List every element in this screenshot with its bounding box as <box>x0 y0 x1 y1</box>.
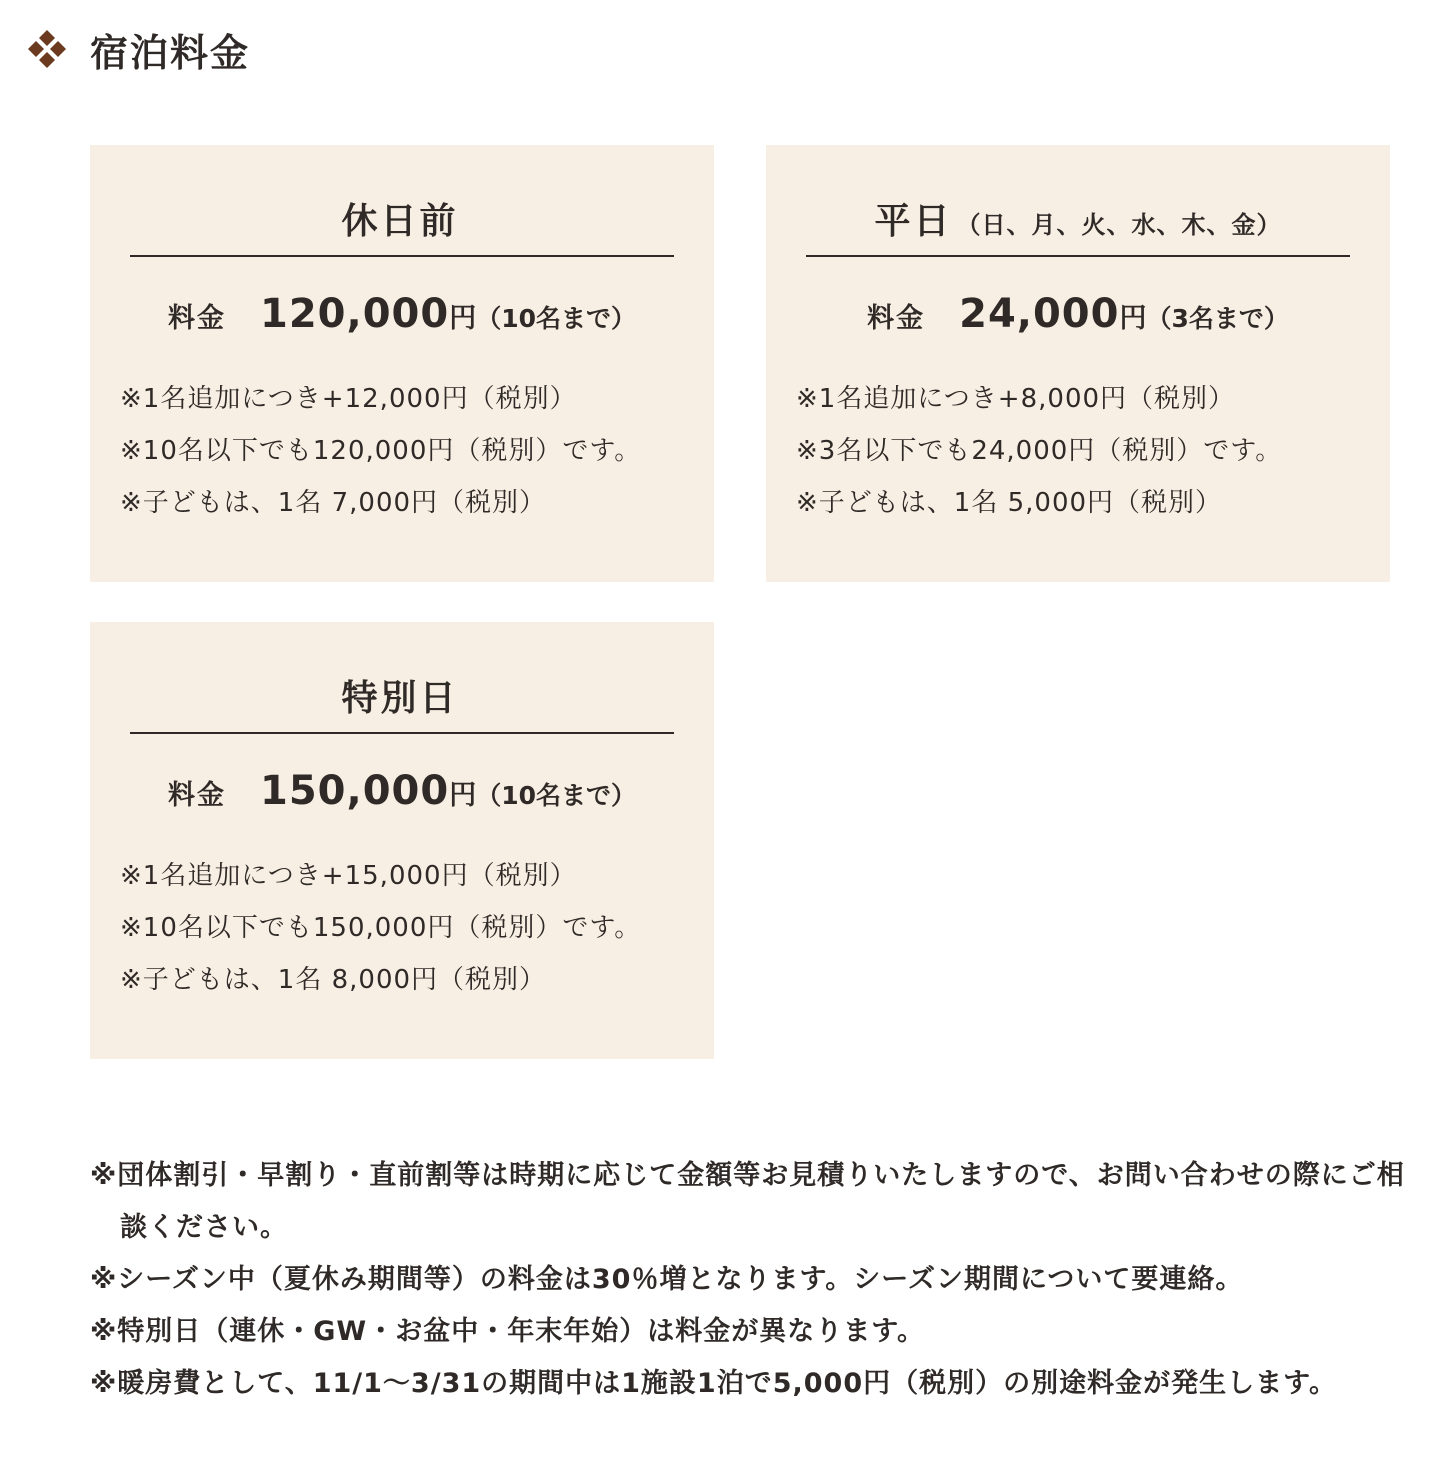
note-item: ※子どもは、1名 7,000円（税別） <box>120 488 547 518</box>
note-item: ※3名以下でも24,000円（税別）です。 <box>796 436 1283 466</box>
card-notes <box>120 850 694 1006</box>
card-title <box>806 193 1350 253</box>
card-notes <box>796 373 1370 529</box>
price-label: 料金 <box>168 303 226 334</box>
price-yen: 円 <box>449 303 477 334</box>
card-title-sub: （日、月、火、水、木、金） <box>956 211 1282 239</box>
price-label: 料金 <box>168 780 226 811</box>
price-yen: 円 <box>449 780 477 811</box>
price-card-holiday-eve <box>90 145 714 582</box>
note-item: ※1名追加につき+12,000円（税別） <box>120 384 577 414</box>
price-amount: 120,000 <box>260 291 450 337</box>
card-title-main: 平日 <box>874 201 953 242</box>
price-card-weekday <box>766 145 1390 582</box>
note-item: ※10名以下でも150,000円（税別）です。 <box>120 913 642 943</box>
card-title-main: 休日前 <box>341 201 459 242</box>
footer-note-item: ※団体割引・早割り・直前割等は時期に応じて金額等お見積りいたしますので、お問い合わせの際にご相談ください。 <box>90 1160 1405 1243</box>
note-item: ※子どもは、1名 8,000円（税別） <box>120 965 547 995</box>
card-divider <box>130 732 674 734</box>
card-divider <box>130 255 674 257</box>
price-amount: 150,000 <box>260 768 450 814</box>
price-capacity: （3名まで） <box>1146 304 1289 333</box>
price-row <box>766 291 1390 347</box>
price-row <box>90 768 714 824</box>
note-item: ※子どもは、1名 5,000円（税別） <box>796 488 1223 518</box>
note-item: ※1名追加につき+15,000円（税別） <box>120 861 577 891</box>
card-notes <box>120 373 694 529</box>
diamond-cluster-icon <box>24 26 70 72</box>
footer-notes <box>90 1150 1410 1410</box>
card-divider <box>806 255 1350 257</box>
note-item: ※10名以下でも120,000円（税別）です。 <box>120 436 642 466</box>
price-card-special-day <box>90 622 714 1059</box>
footer-note-item: ※特別日（連休・GW・お盆中・年末年始）は料金が異なります。 <box>90 1316 926 1347</box>
note-item: ※1名追加につき+8,000円（税別） <box>796 384 1236 414</box>
footer-note-item: ※暖房費として、11/1〜3/31の期間中は1施設1泊で5,000円（税別）の別途料金が発生します。 <box>90 1368 1337 1399</box>
section-header <box>24 22 250 76</box>
price-capacity: （10名まで） <box>476 781 636 810</box>
footer-note-item: ※シーズン中（夏休み期間等）の料金は30％増となります。シーズン期間について要連絡。 <box>90 1264 1244 1295</box>
card-title <box>130 670 674 730</box>
card-title-main: 特別日 <box>341 678 459 719</box>
price-label: 料金 <box>867 303 926 334</box>
price-yen: 円 <box>1119 303 1147 334</box>
price-row <box>90 291 714 347</box>
price-amount: 24,000 <box>959 291 1120 337</box>
section-title: 宿泊料金 <box>90 30 251 75</box>
price-capacity: （10名まで） <box>476 304 636 333</box>
card-title <box>130 193 674 253</box>
